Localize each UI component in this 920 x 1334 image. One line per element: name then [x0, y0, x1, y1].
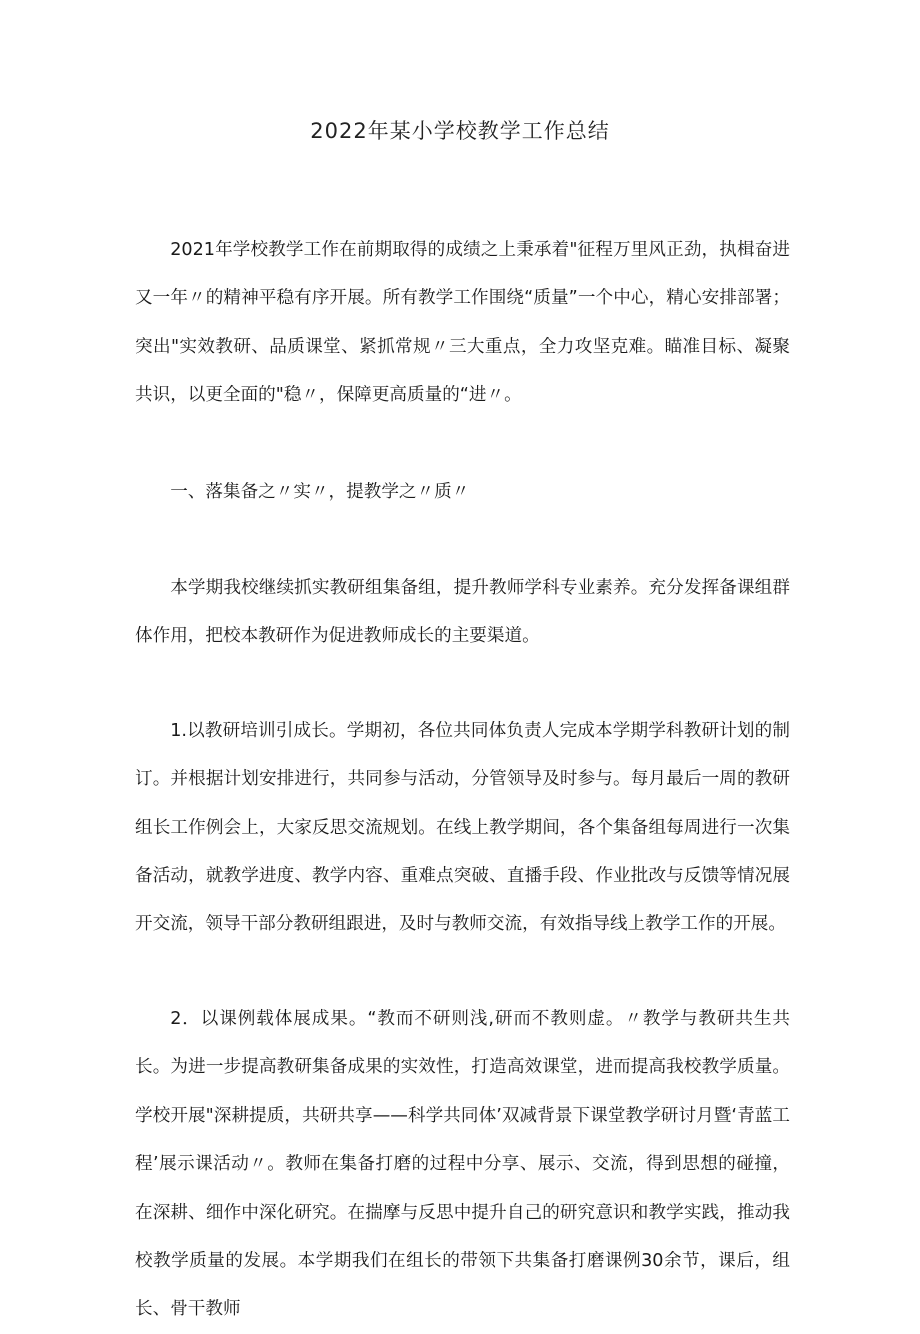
document-title: 2022年某小学校教学工作总结 — [310, 119, 610, 143]
paragraph-intro: 2021年学校教学工作在前期取得的成绩之上秉承着"征程万里风正劲，执楫奋进又一年〃的精神平稳有序开展。所有教学工作围绕“质量”一个中心，精心安排部署；突出"实效教研、品质课堂、紧抓常规〃三大重点，全力攻坚克难。瞄准目标、凝聚共识，以更全面的"稳〃，保障更高质量的“进〃。 — [135, 240, 790, 406]
section-heading-1: 一、落集备之〃实〃，提教学之〃质〃 — [170, 481, 470, 502]
paragraph-section-1: 本学期我校继续抓实教研组集备组，提升教师学科专业素养。充分发挥备课组群体作用，把校本教研作为促进教师成长的主要渠道。 — [135, 578, 790, 647]
paragraph-item-2: 2．以课例载体展成果。“教而不研则浅,研而不教则虚。〃教学与教研共生共长。为进一步提高教研集备成果的实效性，打造高效课堂，进而提高我校教学质量。学校开展"深耕提质，共研共享——科学共同体’双减背景下课堂教学研讨月暨‘青蓝工程’展示课活动〃。教师在集备打磨的过程中分享、展示、交流，得到思想的碰撞，在深耕、细作中深化研究。在揣摩与反思中提升自己的研究意识和教学实践，推动我校教学质量的发展。本学期我们在组长的带领下共集备打磨课例30余节，课后，组长、骨干教师 — [135, 1008, 790, 1320]
document-body — [135, 226, 790, 1334]
paragraph-item-1: 1.以教研培训引成长。学期初，各位共同体负责人完成本学期学科教研计划的制订。并根据计划安排进行，共同参与活动，分管领导及时参与。每月最后一周的教研组长工作例会上，大家反思交流规划。在线上教学期间，各个集备组每周进行一次集备活动，就教学进度、教学内容、重难点突破、直播手段、作业批改与反馈等情况展开交流，领导干部分教研组跟进，及时与教师交流，有效指导线上教学工作的开展。 — [135, 720, 790, 935]
